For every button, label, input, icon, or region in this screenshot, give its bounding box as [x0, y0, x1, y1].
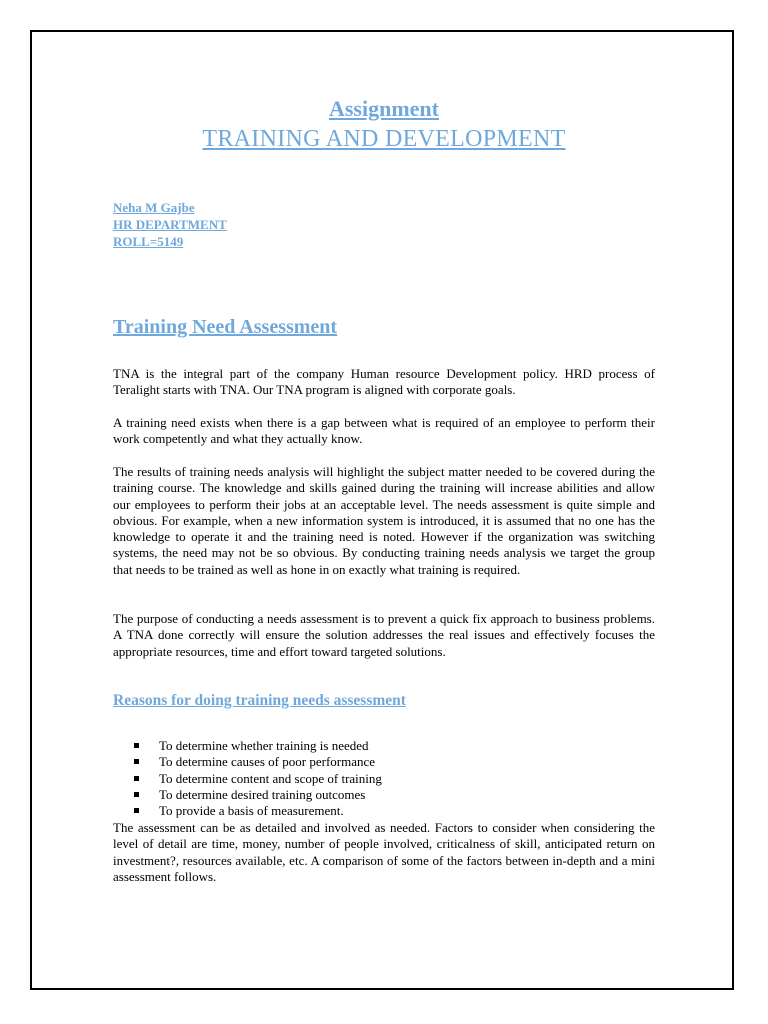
list-item: [113, 738, 655, 754]
author-name: Neha M Gajbe: [113, 200, 195, 215]
list-item-text: To determine content and scope of training: [159, 770, 382, 786]
bullet-icon: [134, 759, 139, 764]
paragraph-tna-intro: TNA is the integral part of the company Human resource Development policy. HRD process of Teralight starts with TNA. Our TNA program is aligned with corporate goals.: [113, 366, 655, 398]
list-item-text: To determine causes of poor performance: [159, 754, 376, 770]
author-block: [113, 199, 227, 250]
list-item: [113, 787, 655, 803]
list-item: [113, 771, 655, 787]
list-item: [113, 803, 655, 819]
paragraph-training-need: A training need exists when there is a gap between what is required of an employee to perform their work competently and what they actually know.: [113, 415, 655, 447]
bullet-icon: [134, 776, 139, 781]
reasons-list: [113, 738, 655, 819]
section-heading-reasons: Reasons for doing training needs assessment: [113, 692, 406, 709]
paragraph-results: The results of training needs analysis will highlight the subject matter needed to be covered during the training course. The knowledge and skills gained during the training will increase abilities and allow our employees to perform their jobs at an acceptable level. The needs assessment is quite simple and obvious. For example, when a new information system is introduced, it is assumed that no one has the knowledge to operate it and the training need is noted. However if the organization was switching systems, the need may not be so obvious. By conducting training needs analysis we target the group that needs to be trained as well as hone in on exactly what training is required.: [113, 464, 655, 577]
author-roll: ROLL=5149: [113, 234, 184, 249]
paragraph-closing: The assessment can be as detailed and involved as needed. Factors to consider when considering the level of detail are time, money, number of people involved, criticalness of skill, anticipated return on investment?, resources available, etc. A comparison of some of the factors between in-depth and a mini assessment follows.: [113, 820, 655, 884]
section-heading-tna: Training Need Assessment: [113, 316, 338, 338]
bullet-icon: [134, 808, 139, 813]
list-item-text: To determine whether training is needed: [159, 738, 369, 753]
bullet-icon: [134, 743, 139, 748]
list-item-text: To provide a basis of measurement.: [159, 803, 344, 819]
list-item: [113, 754, 655, 770]
bullet-icon: [134, 792, 139, 797]
document-title: [0, 95, 768, 155]
author-department: HR DEPARTMENT: [113, 217, 227, 232]
list-item-text: To determine desired training outcomes: [159, 786, 366, 802]
paragraph-purpose: The purpose of conducting a needs assessment is to prevent a quick fix approach to business problems. A TNA done correctly will ensure the solution addresses the real issues and effectively focuses the appropriate resources, time and effort toward targeted solutions.: [113, 611, 655, 659]
title-training-and-development: TRAINING AND DEVELOPMENT: [202, 126, 566, 152]
title-assignment: Assignment: [328, 96, 439, 121]
